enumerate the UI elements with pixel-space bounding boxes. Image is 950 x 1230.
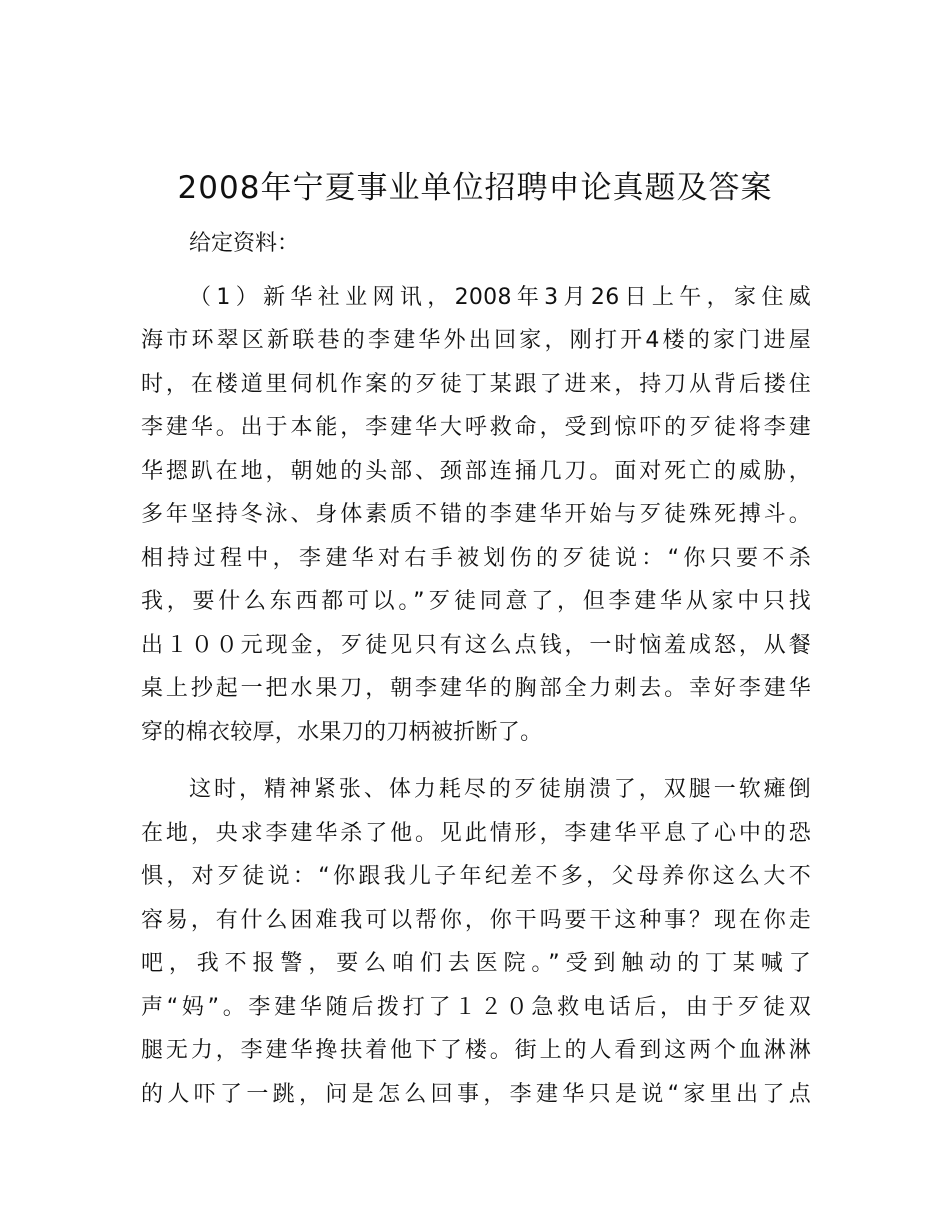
- paragraph-line: 出１００元现金，歹徒见只有这么点钱，一时恼羞成怒，从餐: [141, 632, 811, 658]
- paragraph-line: 这时，精神紧张、体力耗尽的歹徒崩溃了，双腿一软瘫倒: [189, 777, 811, 802]
- paragraph-line: 吧，我不报警，要么咱们去医院。”受到触动的丁某喊了: [141, 951, 811, 976]
- paragraph-line: 的人吓了一跳，问是怎么回事，李建华只是说“家里出了点: [141, 1081, 811, 1107]
- paragraph-line: 多年坚持冬泳、身体素质不错的李建华开始与歹徒殊死搏斗。: [141, 502, 811, 527]
- paragraph-line: （1）新华社业网讯，2008年3月26日上午，家住威: [189, 284, 811, 310]
- paragraph-line: 相持过程中，李建华对右手被划伤的歹徒说：“你只要不杀: [141, 545, 811, 571]
- paragraph-line: 腿无力，李建华搀扶着他下了楼。街上的人看到这两个血淋淋: [141, 1038, 811, 1063]
- paragraph-line: 穿的棉衣较厚，水果刀的刀柄被折断了。: [141, 719, 543, 745]
- paragraph-line: 容易，有什么困难我可以帮你，你干吗要干这种事？现在你走: [141, 907, 811, 933]
- paragraph-line: 我，要什么东西都可以。”歹徒同意了，但李建华从家中只找: [141, 589, 811, 614]
- section-label: 给定资料：: [189, 231, 300, 256]
- paragraph-line: 声“妈”。李建华随后拨打了１２０急救电话后，由于歹徒双: [141, 994, 811, 1020]
- document-body: [141, 222, 811, 1116]
- paragraph-line: 时，在楼道里伺机作案的歹徒丁某跟了进来，持刀从背后搂住: [141, 371, 811, 397]
- paragraph-line: 惧，对歹徒说：“你跟我儿子年纪差不多，父母养你这么大不: [141, 864, 811, 889]
- paragraph-line: 在地，央求李建华杀了他。见此情形，李建华平息了心中的恐: [141, 820, 811, 846]
- paragraph-gap: [141, 754, 811, 768]
- document-title: 2008年宁夏事业单位招聘申论真题及答案: [177, 170, 773, 206]
- paragraph-1: [141, 276, 811, 755]
- paragraph-line: 华摁趴在地，朝她的头部、颈部连捅几刀。面对死亡的威胁，: [141, 458, 811, 484]
- paragraph-line: 李建华。出于本能，李建华大呼救命，受到惊吓的歹徒将李建: [141, 415, 811, 440]
- paragraph-2: [141, 768, 811, 1116]
- paragraph-line: 桌上抄起一把水果刀，朝李建华的胸部全力刺去。幸好李建华: [141, 676, 811, 701]
- paragraph-line: 海市环翠区新联巷的李建华外出回家，刚打开4楼的家门进屋: [141, 328, 811, 353]
